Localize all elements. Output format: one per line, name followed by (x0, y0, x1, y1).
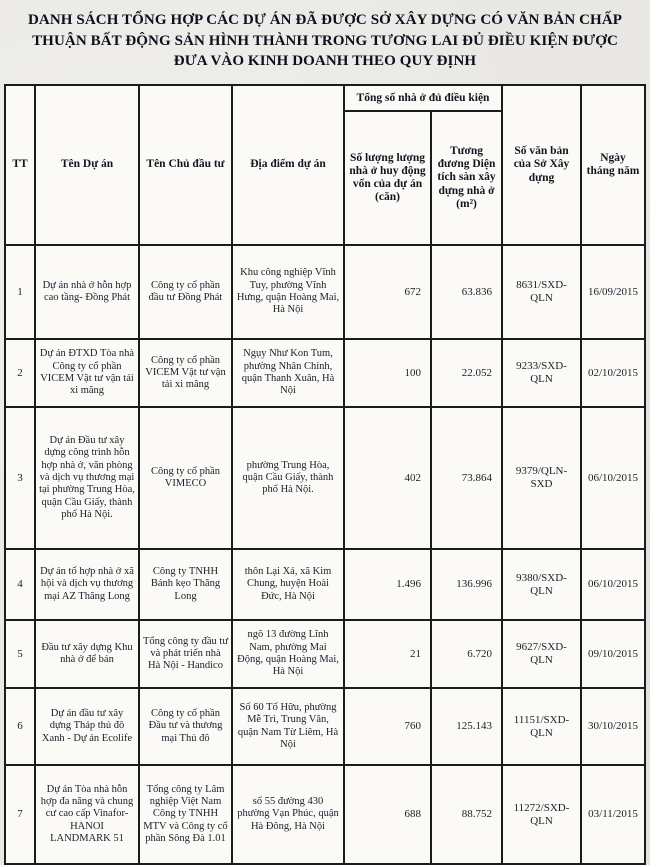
cell-location: ngõ 13 đường Lĩnh Nam, phường Mai Động, quận Hoàng Mai, Hà Nội (232, 620, 344, 688)
cell-tt: 6 (5, 688, 35, 765)
cell-quantity: 760 (344, 688, 431, 765)
cell-project-name: Đầu tư xây dựng Khu nhà ở để bán (35, 620, 139, 688)
cell-quantity: 672 (344, 245, 431, 339)
cell-location: Khu công nghiệp Vĩnh Tuy, phường Vĩnh Hưng, quận Hoàng Mai, Hà Nội (232, 245, 344, 339)
header-quantity: Số lượng lượng nhà ở huy động vốn của dự án (căn) (344, 111, 431, 245)
cell-tt: 4 (5, 549, 35, 620)
cell-investor: Tổng công ty Lâm nghiệp Việt Nam Công ty TNHH MTV và Công ty cổ phần Sông Đà 1.01 (139, 765, 232, 864)
cell-document-number: 9380/SXD-QLN (502, 549, 581, 620)
header-project-name: Tên Dự án (35, 85, 139, 245)
header-eligible-total: Tổng số nhà ở đủ điều kiện (344, 85, 502, 111)
table-row (5, 688, 645, 765)
cell-tt: 1 (5, 245, 35, 339)
cell-floor-area: 63.836 (431, 245, 502, 339)
document-title-line-1: DANH SÁCH TỔNG HỢP CÁC DỰ ÁN ĐÃ ĐƯỢC SỞ XÂY DỰNG CÓ VĂN BẢN CHẤP (27, 12, 623, 28)
cell-date: 06/10/2015 (581, 407, 645, 549)
cell-location: thôn Lại Xá, xã Kim Chung, huyện Hoài Đức, Hà Nội (232, 549, 344, 620)
cell-floor-area: 88.752 (431, 765, 502, 864)
cell-project-name: Dự án nhà ở hỗn hợp cao tầng- Đồng Phát (35, 245, 139, 339)
cell-document-number: 8631/SXD-QLN (502, 245, 581, 339)
cell-investor: Công ty TNHH Bánh kẹo Thăng Long (139, 549, 232, 620)
document-title-line-2: THUẬN BẤT ĐỘNG SẢN HÌNH THÀNH TRONG TƯƠNG LAI ĐỦ ĐIỀU KIỆN ĐƯỢC (32, 32, 618, 49)
cell-document-number: 11151/SXD-QLN (502, 688, 581, 765)
cell-date: 02/10/2015 (581, 339, 645, 407)
cell-floor-area: 22.052 (431, 339, 502, 407)
cell-tt: 2 (5, 339, 35, 407)
table-row (5, 407, 645, 549)
table-row (5, 620, 645, 688)
projects-table (4, 84, 646, 865)
cell-project-name: Dự án tổ hợp nhà ở xã hội và dịch vụ thương mại AZ Thăng Long (35, 549, 139, 620)
cell-date: 09/10/2015 (581, 620, 645, 688)
cell-date: 03/11/2015 (581, 765, 645, 864)
table-row (5, 765, 645, 864)
cell-quantity: 100 (344, 339, 431, 407)
cell-investor: Công ty cổ phần VIMECO (139, 407, 232, 549)
cell-document-number: 9379/QLN-SXD (502, 407, 581, 549)
cell-floor-area: 73.864 (431, 407, 502, 549)
cell-investor: Công ty cổ phần đầu tư Đồng Phát (139, 245, 232, 339)
cell-date: 30/10/2015 (581, 688, 645, 765)
cell-date: 16/09/2015 (581, 245, 645, 339)
cell-project-name: Dự án ĐTXD Tòa nhà Công ty cổ phần VICEM Vật tư vận tải xi măng (35, 339, 139, 407)
table-row (5, 549, 645, 620)
table-body (5, 245, 645, 864)
header-location: Địa điểm dự án (232, 85, 344, 245)
cell-location: phường Trung Hòa, quận Cầu Giấy, thành phố Hà Nội. (232, 407, 344, 549)
cell-quantity: 21 (344, 620, 431, 688)
cell-investor: Công ty cổ phần VICEM Vật tư vận tải xi măng (139, 339, 232, 407)
cell-tt: 7 (5, 765, 35, 864)
document-title-line-3: ĐƯA VÀO KINH DOANH THEO QUY ĐỊNH (173, 53, 477, 70)
cell-quantity: 688 (344, 765, 431, 864)
table-header (5, 85, 645, 245)
cell-project-name: Dự án Tòa nhà hỗn hợp đa năng và chung cư cao cấp Vinafor- HANOI LANDMARK 51 (35, 765, 139, 864)
table-row (5, 245, 645, 339)
header-date: Ngày tháng năm (581, 85, 645, 245)
cell-floor-area: 136.996 (431, 549, 502, 620)
cell-floor-area: 125.143 (431, 688, 502, 765)
cell-document-number: 9627/SXD-QLN (502, 620, 581, 688)
cell-tt: 3 (5, 407, 35, 549)
header-document-number: Số văn bản của Sở Xây dựng (502, 85, 581, 245)
cell-document-number: 9233/SXD-QLN (502, 339, 581, 407)
cell-investor: Tổng công ty đầu tư và phát triển nhà Hà Nội - Handico (139, 620, 232, 688)
header-tt: TT (5, 85, 35, 245)
cell-investor: Công ty cổ phần Đầu tư và thương mại Thủ đô (139, 688, 232, 765)
cell-project-name: Dự án Đầu tư xây dựng công trình hỗn hợp nhà ở, văn phòng và dịch vụ thương mại tại phường Trung Hòa, quận Cầu Giấy, thành phố Hà Nội. (35, 407, 139, 549)
cell-floor-area: 6.720 (431, 620, 502, 688)
cell-quantity: 1.496 (344, 549, 431, 620)
header-investor: Tên Chủ đầu tư (139, 85, 232, 245)
header-floor-area: Tương đương Diện tích sàn xây dựng nhà ở (m²) (431, 111, 502, 245)
cell-location: số 55 đường 430 phường Vạn Phúc, quận Hà Đông, Hà Nội (232, 765, 344, 864)
cell-project-name: Dự án đầu tư xây dựng Tháp thủ đô Xanh - Dự án Ecolife (35, 688, 139, 765)
cell-location: Ngụy Như Kon Tum, phường Nhân Chính, quận Thanh Xuân, Hà Nội (232, 339, 344, 407)
cell-date: 06/10/2015 (581, 549, 645, 620)
cell-quantity: 402 (344, 407, 431, 549)
cell-location: Số 60 Tố Hữu, phường Mễ Trì, Trung Văn, quận Nam Từ Liêm, Hà Nội (232, 688, 344, 765)
table-row (5, 339, 645, 407)
cell-document-number: 11272/SXD-QLN (502, 765, 581, 864)
document-title (15, 10, 635, 72)
cell-tt: 5 (5, 620, 35, 688)
